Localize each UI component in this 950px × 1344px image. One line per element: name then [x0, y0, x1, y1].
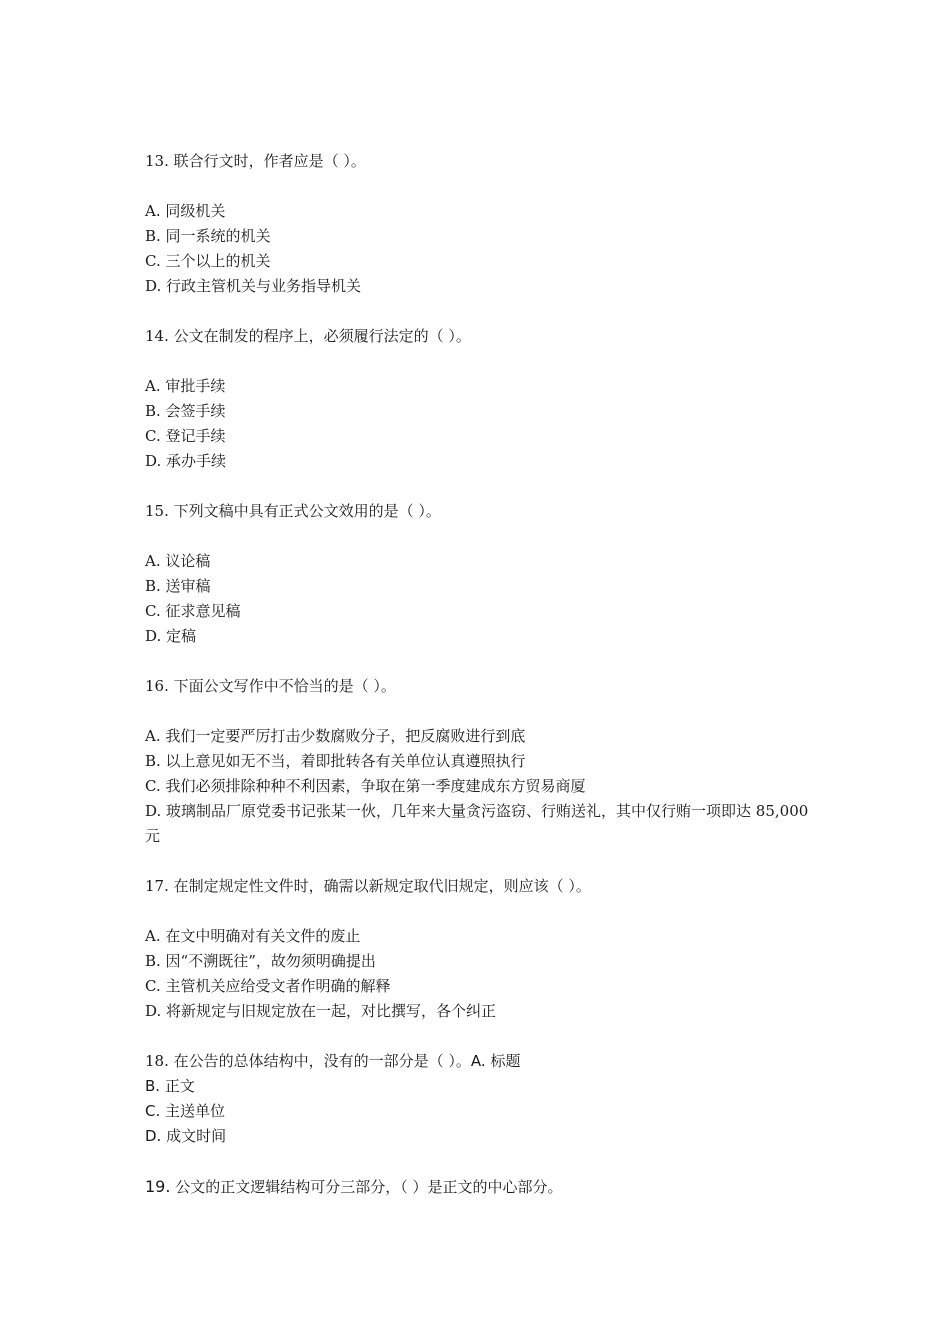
question-18-stem	[145, 1049, 815, 1074]
question-16-option-d: D. 玻璃制品厂原党委书记张某一伙，几年来大量贪污盗窃、行贿送礼，其中仅行贿一项即达 85,000 元	[145, 802, 809, 845]
question-19-stem	[145, 1174, 815, 1199]
question-19-number: 19.	[145, 1177, 171, 1196]
question-17-option-b: B. 因“不溯既往”，故勿须明确提出	[145, 952, 376, 970]
question-18-option-b	[145, 1074, 815, 1099]
question-18-option-a-letter: A.	[470, 1052, 486, 1070]
question-15-option-d: D. 定稿	[145, 627, 197, 645]
question-18-option-b-text: 正文	[160, 1077, 195, 1095]
question-14-stem: 14. 公文在制发的程序上，必须履行法定的（ ）。	[145, 327, 471, 345]
question-14-option-b: B. 会签手续	[145, 402, 226, 420]
question-16-option-a: A. 我们一定要严厉打击少数腐败分子，把反腐败进行到底	[145, 727, 526, 745]
question-19-stem-text: 公文的正文逻辑结构可分三部分，（ ）是正文的中心部分。	[170, 1178, 563, 1196]
question-14-option-c: C. 登记手续	[145, 427, 226, 445]
question-18-option-c	[145, 1099, 815, 1124]
question-14-option-a: A. 审批手续	[145, 377, 226, 395]
question-13-stem: 13. 联合行文时，作者应是（ ）。	[145, 152, 366, 170]
question-14-option-d: D. 承办手续	[145, 452, 227, 470]
question-13-option-a: A. 同级机关	[145, 202, 226, 220]
question-15-option-c: C. 征求意见稿	[145, 602, 241, 620]
question-18-option-b-letter: B.	[145, 1077, 161, 1095]
question-16-stem: 16. 下面公文写作中不恰当的是（ ）。	[145, 677, 396, 695]
question-13-option-d: D. 行政主管机关与业务指导机关	[145, 277, 362, 295]
question-17-option-d: D. 将新规定与旧规定放在一起，对比撰写，各个纠正	[145, 1002, 497, 1020]
question-16-option-c: C. 我们必须排除种种不利因素，争取在第一季度建成东方贸易商厦	[145, 777, 586, 795]
question-18-option-a-text: 标题	[485, 1052, 521, 1070]
question-13-option-b: B. 同一系统的机关	[145, 227, 271, 245]
question-13-option-c: C. 三个以上的机关	[145, 252, 271, 270]
question-15-stem: 15. 下列文稿中具有正式公文效用的是（ ）。	[145, 502, 441, 520]
question-15-option-a: A. 议论稿	[145, 552, 211, 570]
question-18-stem-text: 18. 在公告的总体结构中，没有的一部分是（ ）。	[145, 1052, 471, 1070]
question-17-option-c: C. 主管机关应给受文者作明确的解释	[145, 977, 391, 995]
question-18-option-d-letter: D.	[145, 1127, 162, 1145]
question-16-option-b: B. 以上意见如无不当，着即批转各有关单位认真遵照执行	[145, 752, 526, 770]
question-18-option-c-letter: C.	[145, 1102, 161, 1120]
question-17-stem: 17. 在制定规定性文件时，确需以新规定取代旧规定，则应该（ ）。	[145, 877, 591, 895]
question-18-option-c-text: 主送单位	[160, 1102, 226, 1120]
question-18-option-d-text: 成文时间	[161, 1127, 227, 1145]
question-17-option-a: A. 在文中明确对有关文件的废止	[145, 927, 361, 945]
question-18-option-d	[145, 1124, 815, 1149]
document-page	[145, 149, 815, 1199]
question-15-option-b: B. 送审稿	[145, 577, 211, 595]
